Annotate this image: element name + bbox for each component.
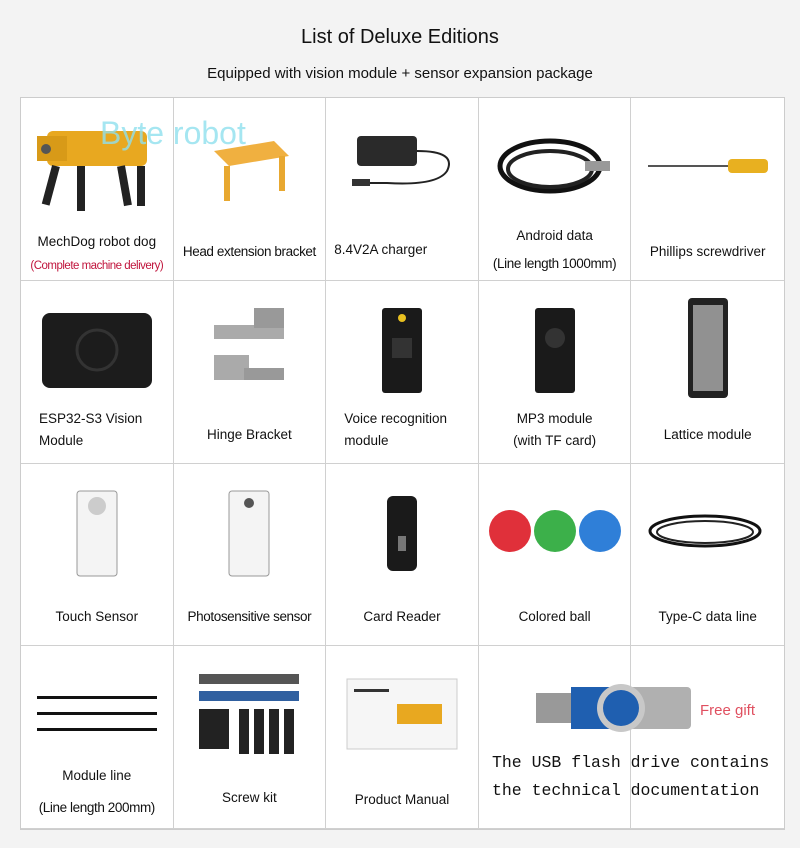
item-label: Module line — [62, 768, 132, 783]
item-label: Head extension bracket — [182, 243, 316, 259]
item-label: ESP32-S3 Vision — [39, 410, 143, 426]
item-photo-sensor — [174, 464, 327, 647]
touch-sensor-icon — [67, 481, 127, 581]
module-line-icon — [32, 684, 162, 744]
item-label-2: module — [344, 432, 389, 448]
item-hinge-bracket — [174, 281, 327, 464]
item-label: Photosensitive sensor — [187, 609, 312, 625]
robot-dog-icon — [32, 111, 162, 221]
item-colored-balls — [479, 464, 632, 647]
card-reader-icon — [372, 481, 432, 581]
item-robot-dog — [21, 98, 174, 281]
item-label: Colored ball — [518, 609, 591, 625]
item-label-2: (Line length 1000mm) — [492, 255, 617, 271]
usb-line-2: the technical documentation — [492, 781, 760, 800]
item-label-2: (Line length 200mm) — [38, 800, 155, 815]
item-label-2: Module — [39, 432, 84, 448]
mp3-module-icon — [525, 298, 585, 398]
item-module-line — [21, 646, 174, 829]
item-label: Touch Sensor — [55, 609, 139, 625]
item-label: Lattice module — [663, 426, 752, 442]
item-label: Android data — [516, 227, 593, 243]
screws-icon — [194, 669, 304, 759]
item-label: MP3 module — [516, 410, 593, 426]
item-head-bracket — [174, 98, 327, 281]
item-charger — [326, 98, 479, 281]
item-voice-module — [326, 281, 479, 464]
manual-icon — [342, 674, 462, 754]
item-note: (Complete machine delivery) — [30, 259, 164, 272]
item-lattice-module — [631, 281, 784, 464]
item-label: Hinge Bracket — [206, 426, 292, 442]
item-label: 8.4V2A charger — [334, 241, 428, 257]
item-label: Card Reader — [363, 609, 441, 625]
usb-line-1: The USB flash drive contains — [492, 753, 770, 772]
item-label: Phillips screwdriver — [649, 243, 766, 259]
item-label: Voice recognition — [344, 410, 448, 426]
watermark: Byte robot — [100, 115, 246, 151]
balls-icon — [485, 501, 625, 561]
item-label: Type-C data line — [658, 609, 757, 625]
item-screwdriver — [631, 98, 784, 281]
item-product-manual — [326, 646, 479, 829]
free-gift-label: Free gift — [700, 702, 756, 719]
typec-cable-icon — [643, 496, 773, 566]
hinge-icon — [204, 303, 294, 393]
screwdriver-icon — [638, 146, 778, 186]
item-label: Screw kit — [222, 790, 277, 805]
photo-sensor-icon — [219, 481, 279, 581]
usb-gift — [478, 645, 783, 828]
item-label: MechDog robot dog — [37, 233, 157, 249]
charger-icon — [337, 121, 467, 211]
item-typec-line — [631, 464, 784, 647]
item-touch-sensor — [21, 464, 174, 647]
usb-description — [492, 749, 769, 805]
cable-icon — [490, 121, 620, 211]
lattice-icon — [678, 293, 738, 403]
page-subtitle: Equipped with vision module + sensor expansion package — [207, 65, 593, 82]
item-label-2: (with TF card) — [513, 432, 597, 448]
vision-module-icon — [37, 303, 157, 393]
item-card-reader — [326, 464, 479, 647]
item-mp3-module — [479, 281, 632, 464]
page-title: List of Deluxe Editions — [301, 26, 499, 48]
usb-drive-icon — [536, 681, 696, 741]
item-android-cable — [479, 98, 632, 281]
item-label: Product Manual — [354, 792, 450, 807]
item-screw-kit — [174, 646, 327, 829]
item-vision-module — [21, 281, 174, 464]
voice-module-icon — [372, 298, 432, 398]
bracket-icon — [204, 126, 294, 206]
